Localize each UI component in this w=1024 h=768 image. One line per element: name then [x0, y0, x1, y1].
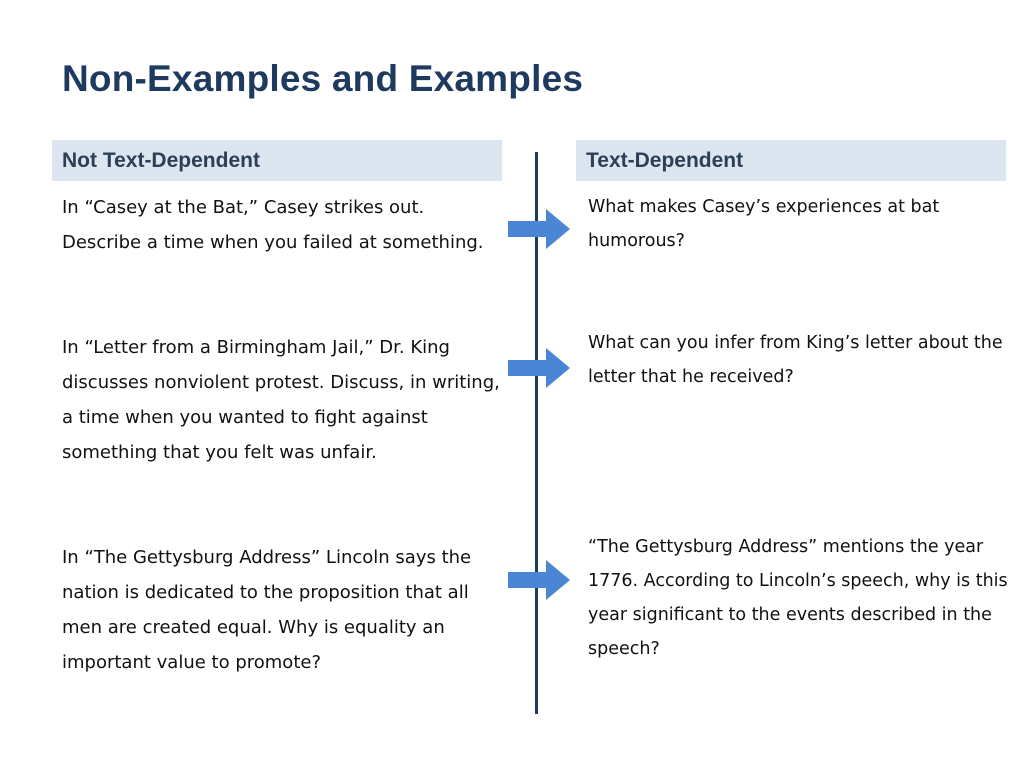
- example-casey: What makes Casey’s experiences at bat humorous?: [588, 197, 940, 251]
- text-dependent-header: Text-Dependent: [576, 140, 1006, 181]
- right-arrow-icon: [508, 209, 570, 249]
- non-example-gettysburg: In “The Gettysburg Address” Lincoln says the nation is dedicated to the proposition that all men are created equal. Why is equality an important value to promote?: [62, 547, 472, 673]
- right-arrow-icon: [508, 560, 570, 600]
- example-gettysburg: “The Gettysburg Address” mentions the year 1776. According to Lincoln’s speech, why is this year significant to the events described in the speech?: [588, 537, 1008, 659]
- slide-title: Non-Examples and Examples: [62, 58, 584, 99]
- right-arrow-icon: [508, 348, 570, 388]
- example-birmingham: What can you infer from King’s letter about the letter that he received?: [588, 333, 1003, 387]
- non-example-casey: In “Casey at the Bat,” Casey strikes out. Describe a time when you failed at something.: [62, 197, 484, 253]
- not-text-dependent-header: Not Text-Dependent: [52, 140, 502, 181]
- non-example-birmingham: In “Letter from a Birmingham Jail,” Dr. King discusses nonviolent protest. Discuss, in writing, a time when you wanted to fight against something that you felt was unfair.: [62, 337, 500, 463]
